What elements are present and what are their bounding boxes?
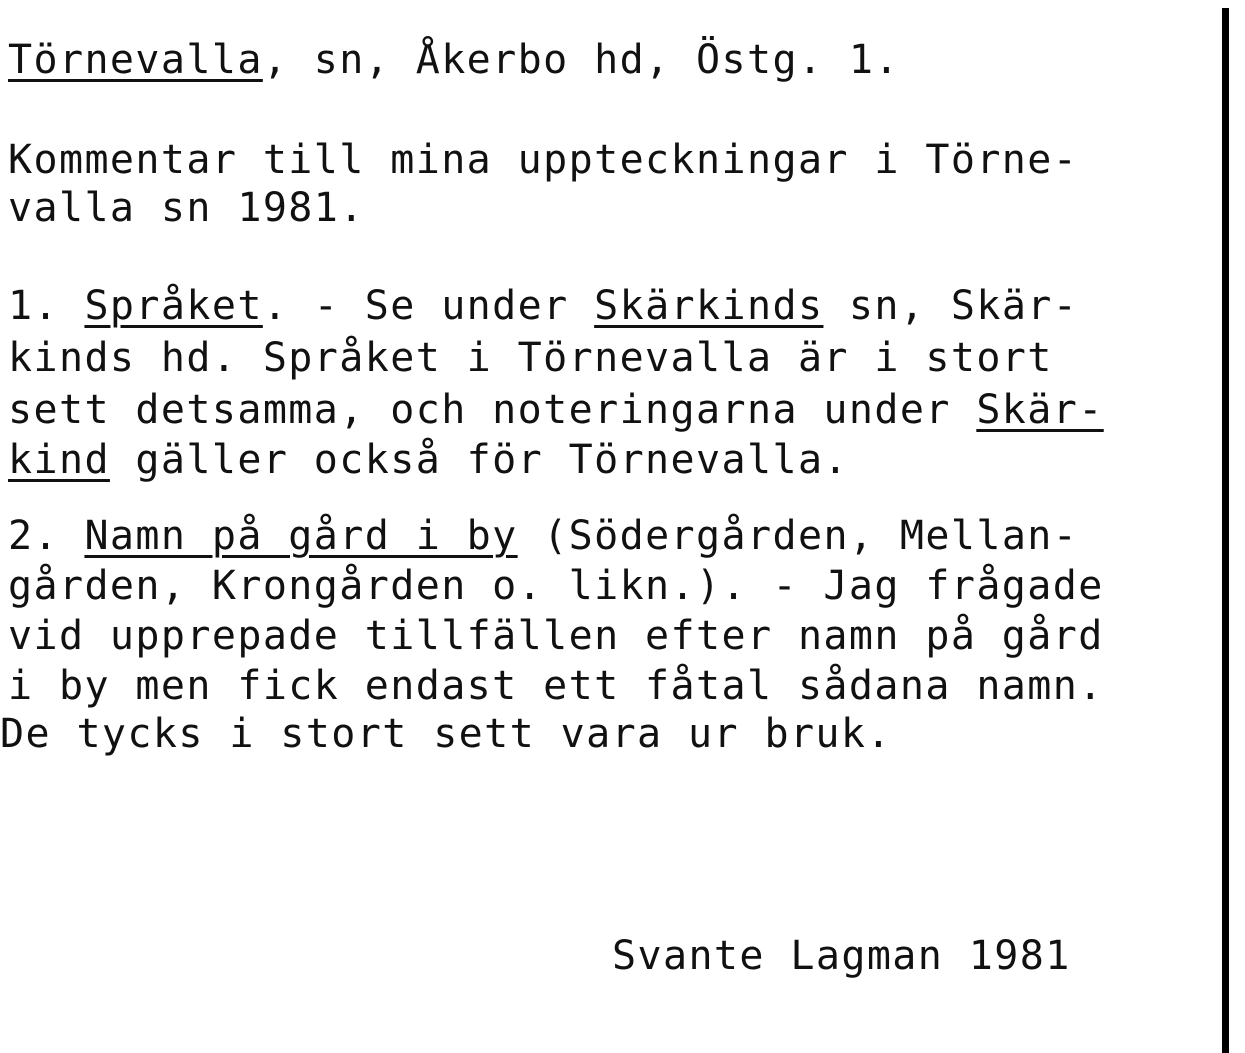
heading-rest: , sn, Åkerbo hd, Östg. 1.	[262, 37, 900, 83]
section-2-text: (Södergården, Mellan-	[517, 513, 1079, 559]
section-1-text: gäller också för Törnevalla.	[109, 437, 849, 483]
intro-line-2: valla sn 1981.	[8, 185, 365, 231]
section-1-number: 1.	[8, 283, 85, 329]
section-1-text: . - Se under	[262, 283, 595, 329]
card-edge-border	[1222, 8, 1229, 1053]
section-2-line-4: i by men fick endast ett fåtal sådana namn.	[8, 663, 1104, 709]
section-1-line-1	[8, 282, 1078, 330]
section-2-number: 2.	[8, 513, 85, 559]
section-1-reference: kind	[8, 437, 110, 483]
signature: Svante Lagman 1981	[612, 933, 1071, 979]
section-1-reference: Skärkinds	[594, 283, 824, 329]
section-1-text: sn, Skär-	[823, 283, 1079, 329]
section-2-line-3: vid upprepade tillfällen efter namn på gård	[8, 613, 1104, 659]
section-1-line-3	[8, 386, 1104, 434]
section-2-line-5: De tycks i stort sett vara ur bruk.	[0, 711, 892, 757]
card-heading	[8, 36, 900, 84]
section-1-line-4	[8, 436, 849, 484]
section-1-line-2: kinds hd. Språket i Törnevalla är i stort	[8, 335, 1053, 381]
section-1-title: Språket	[84, 283, 263, 329]
section-2-title: Namn på gård i by	[84, 513, 518, 559]
section-2-line-2: gården, Krongården o. likn.). - Jag frågade	[8, 563, 1104, 609]
section-1-reference: Skär-	[976, 387, 1104, 433]
section-1-text: sett detsamma, och noteringarna under	[8, 387, 977, 433]
section-2-line-1	[8, 512, 1078, 560]
heading-place: Törnevalla	[8, 37, 263, 83]
intro-line-1: Kommentar till mina uppteckningar i Törne-	[8, 137, 1079, 183]
